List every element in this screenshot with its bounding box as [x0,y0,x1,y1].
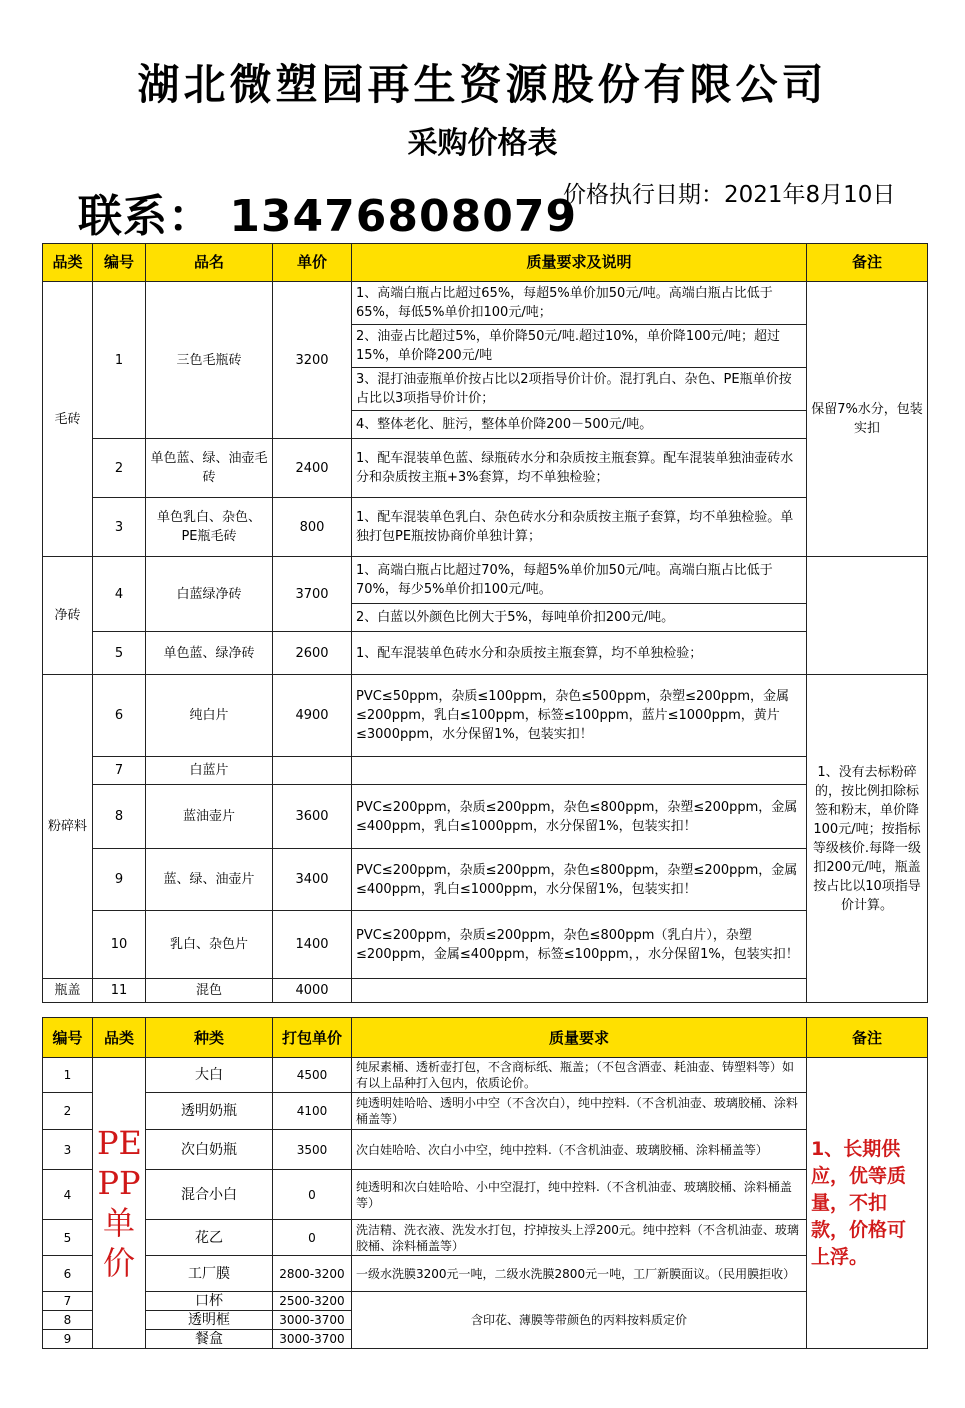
item-name: 单色蓝、绿净砖 [146,632,273,675]
item-price: 3200 [273,282,352,439]
header-cell: 品类 [93,1018,146,1058]
item-number: 8 [93,785,146,849]
quality-text: 1、高端白瓶占比超过65%，每超5%单价加50元/吨。高端白瓶占比低于65%，每低5%单价扣100元/吨； [352,282,807,325]
table-row [43,1130,928,1170]
remark-cell-empty [807,557,928,675]
quality-text-merged: 含印花、薄膜等带颜色的丙料按料质定价 [352,1292,807,1349]
item-number: 10 [93,911,146,979]
header-cell: 备注 [807,244,928,282]
table-row [43,911,928,979]
header-cell: 质量要求 [352,1018,807,1058]
item-number: 6 [93,675,146,757]
quality-text [352,979,807,1003]
item-price: 3000-3700 [273,1330,352,1349]
header-cell: 质量要求及说明 [352,244,807,282]
category-cell: 毛砖 [43,282,93,557]
company-title: 湖北微塑园再生资源股份有限公司 [137,60,828,109]
table-row [43,979,928,1003]
item-name: 纯白片 [146,675,273,757]
item-price: 3600 [273,785,352,849]
table-row [43,498,928,557]
table-row [43,1170,928,1220]
item-name: 单色乳白、杂色、PE瓶毛砖 [146,498,273,557]
table-row [43,439,928,498]
item-name: 花乙 [146,1220,273,1256]
price-table-pe-pp [42,1017,928,1349]
item-name: 白蓝绿净砖 [146,557,273,632]
item-name: 三色毛瓶砖 [146,282,273,439]
table-row [43,282,928,325]
item-price: 1400 [273,911,352,979]
header-cell: 单价 [273,244,352,282]
item-name: 混合小白 [146,1170,273,1220]
category-cell: 瓶盖 [43,979,93,1003]
table-header-row [43,1018,928,1058]
item-number: 3 [93,498,146,557]
quality-text: 4、整体老化、脏污，整体单价降200－500元/吨。 [352,411,807,439]
item-price: 2600 [273,632,352,675]
item-price: 0 [273,1220,352,1256]
remark-cell: 保留7%水分，包装实扣 [807,282,928,557]
item-name: 白蓝片 [146,757,273,785]
item-name: 混色 [146,979,273,1003]
category-cell: 粉碎料 [43,675,93,979]
table-subtitle: 采购价格表 [407,126,558,161]
table-header-row [43,244,928,282]
header-cell: 编号 [93,244,146,282]
item-number: 9 [43,1330,93,1349]
item-name: 单色蓝、绿、油壶毛砖 [146,439,273,498]
quality-text: 2、油壶占比超过5%，单价降50元/吨.超过10%，单价降100元/吨；超过15%，单价降200元/吨 [352,325,807,368]
item-name: 蓝油壶片 [146,785,273,849]
quality-text: 1、配车混装单色蓝、绿瓶砖水分和杂质按主瓶套算。配车混装单独油壶砖水分和杂质按主瓶+3%套算，均不单独检验； [352,439,807,498]
item-price: 3500 [273,1130,352,1170]
item-price: 3400 [273,849,352,911]
item-number: 6 [43,1256,93,1292]
item-price: 2800-3200 [273,1256,352,1292]
item-price [273,757,352,785]
item-number: 8 [43,1311,93,1330]
item-number: 4 [93,557,146,632]
item-price: 4100 [273,1093,352,1130]
quality-text: PVC≤200ppm，杂质≤200ppm，杂色≤800ppm，杂塑≤200ppm，金属≤400ppm，乳白≤1000ppm，水分保留1%，包装实扣！ [352,785,807,849]
quality-text: 一级水洗膜3200元一吨，二级水洗膜2800元一吨，工厂新膜面议。（民用膜拒收） [352,1256,807,1292]
quality-text: PVC≤200ppm，杂质≤200ppm，杂色≤800ppm（乳白片），杂塑≤200ppm，金属≤400ppm，标签≤100ppm，，水分保留1%，包装实扣！ [352,911,807,979]
item-name: 次白奶瓶 [146,1130,273,1170]
item-price: 800 [273,498,352,557]
item-price: 3700 [273,557,352,632]
item-number: 1 [93,282,146,439]
item-name: 蓝、绿、油壶片 [146,849,273,911]
item-number: 7 [93,757,146,785]
quality-text: 1、配车混装单色乳白、杂色砖水分和杂质按主瓶子套算，均不单独检验。单独打包PE瓶按协商价单独计算； [352,498,807,557]
item-name: 餐盒 [146,1330,273,1349]
quality-text: 2、白蓝以外颜色比例大于5%，每吨单价扣200元/吨。 [352,604,807,632]
table-row [43,849,928,911]
table-row [43,632,928,675]
quality-text: 纯透明和次白娃哈哈、小中空混打，纯中控料.（不含机油壶、玻璃胶桶、涂料桶盖等） [352,1170,807,1220]
item-price: 4500 [273,1058,352,1093]
header-cell: 品名 [146,244,273,282]
header-cell: 种类 [146,1018,273,1058]
item-name: 乳白、杂色片 [146,911,273,979]
category-cell: 净砖 [43,557,93,675]
quality-text: 次白娃哈哈、次白小中空，纯中控料.（不含机油壶、玻璃胶桶、涂料桶盖等） [352,1130,807,1170]
quality-text [352,757,807,785]
effective-date: 价格执行日期：2021年8月10日 [563,182,896,208]
item-price: 4900 [273,675,352,757]
table-row [43,757,928,785]
quality-text: PVC≤200ppm，杂质≤200ppm，杂色≤800ppm，杂塑≤200ppm，金属≤400ppm，乳白≤1000ppm，水分保留1%，包装实扣！ [352,849,807,911]
item-number: 11 [93,979,146,1003]
item-number: 5 [93,632,146,675]
header-cell: 品类 [43,244,93,282]
item-number: 5 [43,1220,93,1256]
contact-phone: 联系： 13476808079 [78,191,578,242]
item-number: 2 [43,1093,93,1130]
remark-cell: 1、没有去标粉碎的，按比例扣除标签和粉末，单价降100元/吨；按指标等级核价.每降一级扣200元/吨，瓶盖按占比以10项指导价计算。 [807,675,928,1003]
quality-text: PVC≤50ppm，杂质≤100ppm，杂色≤500ppm，杂塑≤200ppm，金属≤200ppm，乳白≤100ppm，标签≤100ppm，蓝片≤1000ppm，黄片≤3000ppm，水分保留1%，包装实扣！ [352,675,807,757]
item-name: 口杯 [146,1292,273,1311]
quality-text: 纯尿素桶、透析壶打包，不含商标纸、瓶盖；（不包含酒壶、耗油壶、铸塑料等）如有以上品种打入包内，依质论价。 [352,1058,807,1093]
table-row [43,785,928,849]
item-name: 透明奶瓶 [146,1093,273,1130]
table-row [43,1058,928,1093]
header-cell: 备注 [807,1018,928,1058]
quality-text: 3、混打油壶瓶单价按占比以2项指导价计价。混打乳白、杂色、PE瓶单价按占比以3项指导价计价； [352,368,807,411]
item-number: 4 [43,1170,93,1220]
item-number: 1 [43,1058,93,1093]
item-price: 0 [273,1170,352,1220]
item-number: 2 [93,439,146,498]
table-row [43,1220,928,1256]
table-row [43,1093,928,1130]
quality-text: 1、高端白瓶占比超过70%，每超5%单价加50元/吨。高端白瓶占比低于70%，每少5%单价扣100元/吨。 [352,557,807,604]
table-row [43,1292,928,1311]
quality-text: 洗洁精、洗衣液、洗发水打包，拧掉按头上浮200元。纯中控料（不含机油壶、玻璃胶桶、涂料桶盖等） [352,1220,807,1256]
item-number: 7 [43,1292,93,1311]
header-cell: 编号 [43,1018,93,1058]
quality-text: 1、配车混装单色砖水分和杂质按主瓶套算，均不单独检验； [352,632,807,675]
item-price: 2400 [273,439,352,498]
price-table-main [42,243,928,1003]
item-name: 工厂膜 [146,1256,273,1292]
item-price: 3000-3700 [273,1311,352,1330]
category-cell: PE PP 单价 [93,1058,146,1349]
header-cell: 打包单价 [273,1018,352,1058]
quality-text: 纯透明娃哈哈、透明小中空（不含次白），纯中控料.（不含机油壶、玻璃胶桶、涂料桶盖等） [352,1093,807,1130]
remark-cell: 1、长期供应，优等质量，不扣款，价格可上浮。 [807,1058,928,1349]
item-price: 4000 [273,979,352,1003]
item-number: 9 [93,849,146,911]
table-row [43,675,928,757]
item-price: 2500-3200 [273,1292,352,1311]
item-number: 3 [43,1130,93,1170]
table-row [43,557,928,604]
item-name: 透明框 [146,1311,273,1330]
table-row [43,1256,928,1292]
item-name: 大白 [146,1058,273,1093]
